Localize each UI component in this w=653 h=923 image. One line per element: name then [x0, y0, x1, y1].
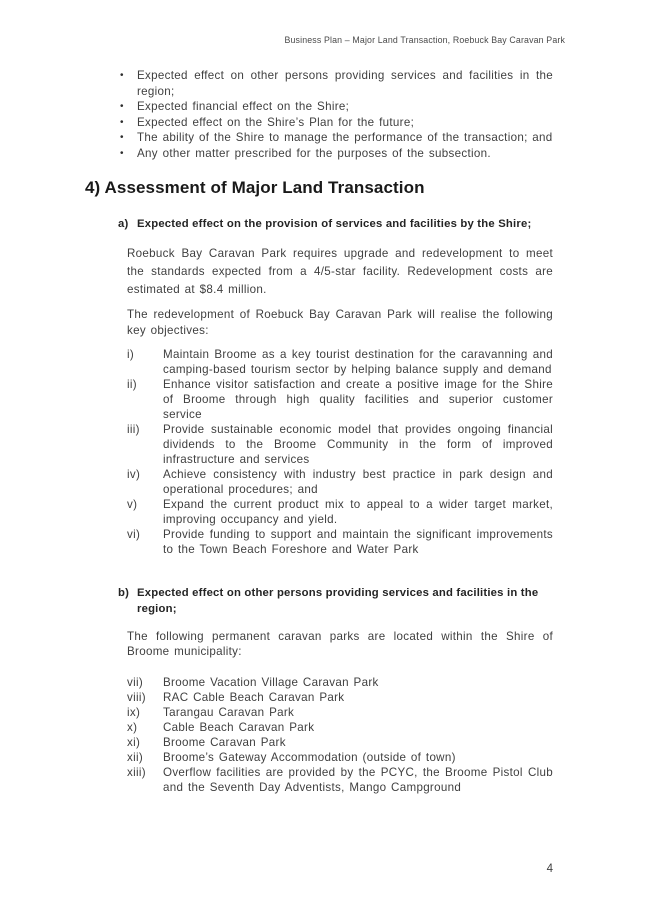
list-item: [127, 735, 553, 750]
list-item: [127, 497, 553, 527]
bullet-item: [120, 68, 553, 99]
list-item: [127, 720, 553, 735]
list-item: [127, 467, 553, 497]
list-item: [127, 347, 553, 377]
list-item-text: RAC Cable Beach Caravan Park: [163, 690, 345, 704]
list-item-text: Provide funding to support and maintain the significant improvements to the Town Beach Foreshore and Water Park: [163, 528, 553, 557]
list-item-text: Broome’s Gateway Accommodation (outside of town): [163, 750, 456, 764]
bullet-item: [120, 146, 553, 162]
list-item: [127, 750, 553, 765]
list-item-number: vii): [127, 675, 144, 689]
list-item: [127, 675, 553, 690]
subsection-heading-text: Expected effect on the provision of services and facilities by the Shire;: [137, 217, 532, 230]
parks-list: [127, 675, 553, 795]
list-item-text: Enhance visitor satisfaction and create a positive image for the Shire of Broome through high quality facilities and superior customer service: [163, 378, 553, 422]
subsection-label: b): [118, 587, 130, 600]
list-item-text: Broome Vacation Village Caravan Park: [163, 675, 379, 689]
list-item-text: Provide sustainable economic model that provides ongoing financial dividends to the Broome Community in the form of improved infrastructure and services: [163, 423, 553, 467]
subsection-heading-text: Expected effect on other persons providing services and facilities in the region;: [137, 587, 539, 615]
bullet-item: [120, 115, 553, 131]
list-item: [127, 527, 553, 557]
list-item-text: Maintain Broome as a key tourist destination for the caravanning and camping-based tourism sector by helping balance supply and demand: [163, 348, 553, 377]
bullet-item: [120, 99, 553, 115]
page-number: 4: [546, 863, 553, 875]
list-item-number: x): [127, 720, 138, 734]
subsection-label: a): [118, 217, 129, 230]
list-item-number: iv): [127, 468, 141, 482]
list-item-text: Broome Caravan Park: [163, 735, 286, 749]
list-item-text: Cable Beach Caravan Park: [163, 720, 315, 734]
paragraph-redevelopment-costs: Roebuck Bay Caravan Park requires upgrade and redevelopment to meet the standards expected from a 4/5-star facility. Redevelopment costs are estimated at $8.4 million.: [127, 247, 553, 297]
subsection-b-heading: [118, 586, 569, 617]
list-item-text: Achieve consistency with industry best practice in park design and operational procedures; and: [163, 468, 553, 497]
section-title: 4) Assessment of Major Land Transaction: [85, 177, 425, 197]
list-item-number: viii): [127, 690, 146, 704]
bullet-icon: •: [120, 101, 124, 113]
list-item: [127, 705, 553, 720]
list-item-number: ii): [127, 378, 137, 392]
bullet-item: [120, 130, 553, 146]
bullet-text: The ability of the Shire to manage the performance of the transaction; and: [137, 131, 553, 145]
list-item-number: v): [127, 498, 138, 512]
bullet-icon: •: [120, 147, 124, 159]
bullet-text: Expected effect on the Shire’s Plan for the future;: [137, 115, 415, 129]
list-item-text: Expand the current product mix to appeal to a wider target market, improving occupancy and yield.: [163, 498, 553, 527]
bullet-icon: •: [120, 70, 124, 81]
list-item: [127, 377, 553, 422]
list-item-number: xiii): [127, 765, 146, 779]
list-item-number: xii): [127, 750, 144, 764]
document-header: Business Plan – Major Land Transaction, Roebuck Bay Caravan Park: [284, 35, 565, 45]
bullet-text: Expected financial effect on the Shire;: [137, 100, 350, 114]
list-item-number: i): [127, 348, 135, 362]
list-item: [127, 422, 553, 467]
objectives-list: [127, 347, 553, 557]
list-item-text: Tarangau Caravan Park: [163, 705, 295, 719]
intro-bullet-list: [120, 68, 553, 162]
paragraph-key-objectives-intro: The redevelopment of Roebuck Bay Caravan Park will realise the following key objectives:: [127, 308, 553, 337]
paragraph-parks-intro: The following permanent caravan parks are located within the Shire of Broome municipality:: [127, 629, 553, 659]
list-item-number: xi): [127, 735, 141, 749]
list-item: [127, 765, 553, 795]
list-item-text: Overflow facilities are provided by the PCYC, the Broome Pistol Club and the Seventh Day Adventists, Mango Campground: [163, 765, 553, 794]
list-item-number: iii): [127, 423, 140, 437]
list-item-number: vi): [127, 528, 141, 542]
subsection-a-heading: [118, 217, 569, 233]
bullet-icon: •: [120, 132, 124, 144]
list-item: [127, 690, 553, 705]
list-item-number: ix): [127, 705, 141, 719]
bullet-text: Any other matter prescribed for the purposes of the subsection.: [137, 146, 491, 160]
bullet-text: Expected effect on other persons providing services and facilities in the region;: [137, 69, 553, 98]
bullet-icon: •: [120, 116, 124, 128]
